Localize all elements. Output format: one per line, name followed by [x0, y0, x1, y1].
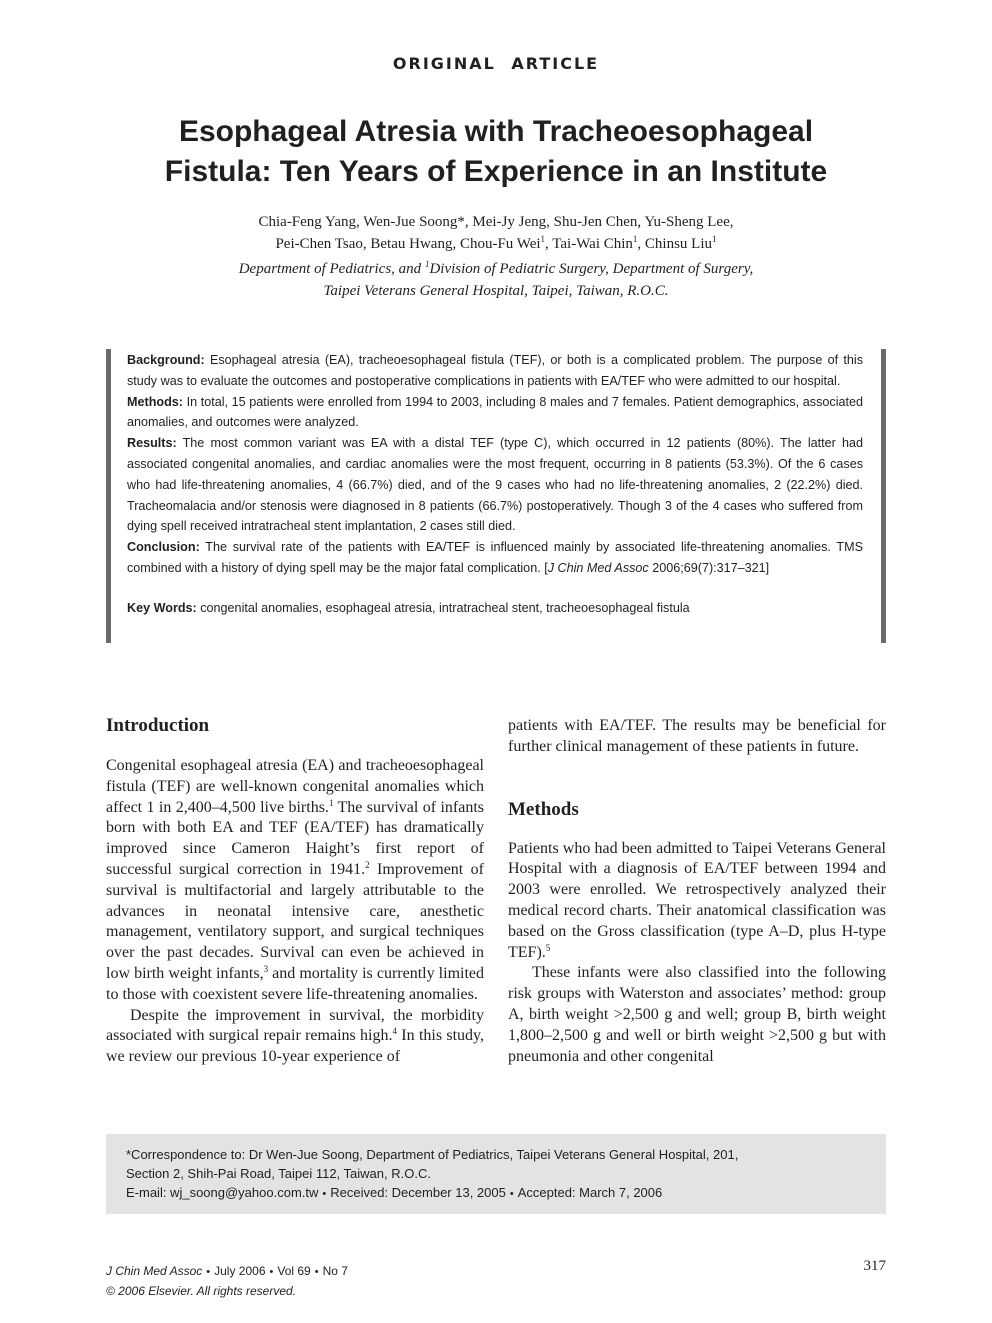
methods-paragraph-2: These infants were also classified into the following risk groups with Waterston and associates’ method: group A, birth weight >2,500 g and well; group B, birth weight 1,800–2,500 g and well or birth weight >2,500 g but with pneumonia and other congenital [508, 964, 886, 1065]
abstract-text: Esophageal atresia (EA), tracheoesophageal fistula (TEF), or both is a complicated problem. The purpose of this study was to evaluate the outcomes and postoperative complications in patients with EA/TEF who were admitted to our hospital. [127, 353, 863, 388]
bullet-separator: • [322, 1188, 327, 1200]
authors-line-1: Chia-Feng Yang, Wen-Jue Soong*, Mei-Jy Jeng, Shu-Jen Chen, Yu-Sheng Lee, [258, 214, 734, 230]
bullet-separator: • [206, 1266, 211, 1278]
page-number: 317 [863, 1258, 886, 1274]
affiliation-marker: 1 [540, 234, 546, 244]
author-list [140, 211, 852, 255]
article-title [100, 112, 892, 192]
abstract-conclusion [127, 537, 863, 579]
correspondence-line-3 [126, 1183, 866, 1204]
correspondence-box [106, 1134, 886, 1214]
footer-volume: Vol 69 [277, 1264, 311, 1278]
accepted-date: Accepted: March 7, 2006 [517, 1185, 663, 1200]
abstract-label: Results: [127, 436, 177, 451]
authors-line-2 [140, 233, 852, 255]
methods-paragraph-1 [508, 839, 886, 964]
abstract-label: Background: [127, 353, 205, 367]
abstract-box [106, 349, 886, 643]
abstract-text: In total, 15 patients were enrolled from 1994 to 2003, including 8 males and 7 females. Patient demographics, associated anomalies, and outcomes were analyzed. [127, 394, 863, 430]
abstract-label: Conclusion: [127, 540, 200, 555]
text-segment: Congenital esophageal atresia (EA) and tracheoesophageal fistula (TEF) are well-known congenital anomalies which affect 1 in 2,400–4,500 live births. [106, 757, 484, 816]
right-column [508, 716, 886, 1067]
abstract-label: Methods: [127, 394, 183, 409]
reference-marker: 4 [392, 1026, 397, 1037]
text-segment: In this study, we review our previous 10-year experience of [106, 1027, 485, 1066]
footer-journal-line [106, 1262, 348, 1282]
affiliation-segment: Division of Pediatric Surgery, Department of Surgery, [429, 261, 754, 277]
footer-citation [106, 1262, 348, 1301]
section-label: ORIGINAL ARTICLE [392, 54, 600, 73]
abstract-text: The survival rate of the patients with EA/TEF is influenced mainly by associated life-threatening anomalies. TMS combined with a history of dying spell may be the major fatal complication. [ [127, 540, 863, 575]
affiliation-marker: 1 [632, 234, 638, 244]
bullet-separator: • [269, 1266, 274, 1278]
authors-segment: , Chinsu Liu [637, 236, 713, 252]
correspondence-line-1: *Correspondence to: Dr Wen-Jue Soong, Department of Pediatrics, Taipei Veterans General Hospital, 201, [126, 1147, 739, 1162]
affiliation-segment: Department of Pediatrics, and [238, 261, 425, 277]
intro-continuation: patients with EA/TEF. The results may be beneficial for further clinical management of these patients in future. [508, 717, 886, 755]
affiliation-marker: 1 [712, 234, 717, 244]
keywords-text: congenital anomalies, esophageal atresia, intratracheal stent, tracheoesophageal fistula [196, 600, 690, 615]
correspondence-email: E-mail: wj_soong@yahoo.com.tw [126, 1185, 319, 1200]
reference-marker: 1 [328, 797, 334, 808]
abstract-results [127, 433, 863, 537]
authors-segment: Pei-Chen Tsao, Betau Hwang, Chou-Fu Wei [275, 236, 541, 252]
text-segment: Improvement of survival is multifactorial and largely attributable to the advances in neonatal intensive care, anesthetic management, ventilatory support, and surgical techniques over the past decades. Survival can even be achieved in low birth weight infants, [106, 860, 484, 982]
citation-details: 2006;69(7):317–321] [648, 560, 770, 575]
footer-number: No 7 [322, 1264, 348, 1278]
footer-copyright: © 2006 Elsevier. All rights reserved. [106, 1284, 297, 1298]
authors-segment: , Tai-Wai Chin [545, 236, 633, 252]
text-segment: Patients who had been admitted to Taipei Veterans General Hospital with a diagnosis of EA/TEF between 1994 and 2003 were enrolled. We retrospectively analyzed their medical record charts. Their anatomical classification was based on the Gross classification (type A–D, plus H-type TEF). [508, 839, 886, 961]
reference-marker: 5 [545, 942, 551, 953]
footer-date: July 2006 [214, 1264, 266, 1278]
methods-heading: Methods [508, 798, 579, 820]
correspondence-line-2: Section 2, Shih-Pai Road, Taipei 112, Taiwan, R.O.C. [126, 1166, 431, 1181]
text-segment: The survival of infants born with both EA and TEF (EA/TEF) has dramatically improved since Cameron Haight’s first report of successful surgical correction in 1941. [106, 798, 484, 878]
abstract-text: The most common variant was EA with a distal TEF (type C), which occurred in 12 patients (80%). The latter had associated congenital anomalies, and cardiac anomalies were the most frequent, occurring in 8 patients (53.3%). Of the 6 cases who had life-threatening anomalies, 4 (66.7%) died, and of the 9 cases who had no life-threatening anomalies, 2 (22.2%) died. Tracheomalacia and/or stenosis were diagnosed in 8 patients (66.7%) postoperatively. Though 3 of the 4 cases who suffered from dying spell received intratracheal stent implantation, 2 cases still died. [127, 436, 863, 534]
received-date: Received: December 13, 2005 [330, 1185, 506, 1200]
bullet-separator: • [509, 1188, 514, 1200]
reference-marker: 3 [263, 963, 269, 974]
abstract-keywords [127, 598, 863, 619]
text-segment: and mortality is currently limited to those with coexistent severe life-threatening anomalies. [106, 964, 485, 1003]
citation-journal: J Chin Med Assoc [547, 560, 649, 575]
affiliation-line-2: Taipei Veterans General Hospital, Taipei, Taiwan, R.O.C. [323, 283, 669, 299]
footer-journal: J Chin Med Assoc [106, 1264, 203, 1278]
abstract-label: Key Words: [127, 600, 197, 615]
affiliation-line-1 [140, 258, 852, 280]
intro-paragraph-2 [106, 1006, 484, 1068]
reference-marker: 2 [365, 859, 370, 870]
left-column [106, 714, 484, 1068]
introduction-heading: Introduction [106, 715, 210, 736]
bullet-separator: • [314, 1266, 319, 1278]
abstract-background [127, 350, 863, 392]
abstract-methods [127, 392, 863, 434]
affiliation-marker: 1 [424, 259, 430, 269]
intro-paragraph-1 [106, 756, 484, 1006]
title-line-2: Fistula: Ten Years of Experience in an Institute [164, 155, 828, 188]
title-line-1: Esophageal Atresia with Tracheoesophageal [178, 115, 814, 148]
affiliations [140, 258, 852, 302]
text-segment: Despite the improvement in survival, the morbidity associated with surgical repair remains high. [106, 1006, 484, 1045]
